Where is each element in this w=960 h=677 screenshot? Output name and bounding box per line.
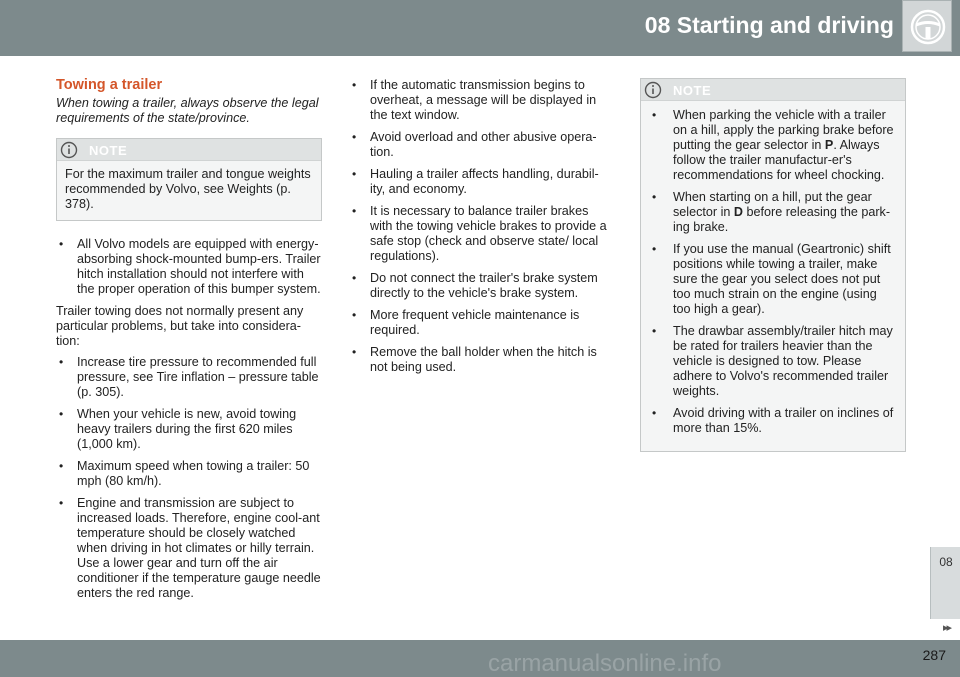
list-item: • Maximum speed when towing a trailer: 50 mph (80 km/h).: [56, 459, 322, 489]
middle-column: [349, 78, 611, 382]
list-item: • When your vehicle is new, avoid towing heavy trailers during the first 620 miles (1,000 km).: [56, 407, 322, 452]
list-item: • The drawbar assembly/trailer hitch may be rated for trailers heavier than the vehicle is designed to tow. Please adhere to Volvo's recommended trailer weights.: [649, 324, 897, 399]
section-intro: When towing a trailer, always observe the legal requirements of the state/province.: [56, 96, 319, 125]
note-text: For the maximum trailer and tongue weights recommended by Volvo, see Weights (p. 378).: [65, 167, 311, 211]
list-item: • When parking the vehicle with a trailer on a hill, apply the parking brake before putting the gear selector in P. Always follow the trailer manufactur-er's recommendations for wheel chocking.: [649, 108, 897, 183]
info-icon: [60, 141, 78, 159]
page-header: [0, 0, 960, 56]
left-column: [56, 78, 322, 608]
double-chevron-right-icon[interactable]: ▸▸: [942, 622, 950, 634]
chapter-side-tab[interactable]: [930, 547, 960, 619]
list-item: • If the automatic transmission begins to overheat, a message will be displayed in the text window.: [349, 78, 611, 123]
watermark: carmanualsonline.info: [488, 650, 722, 677]
bullet-list: [649, 108, 897, 436]
list-item: • All Volvo models are equipped with energy-absorbing shock-mounted bump-ers. Trailer hitch installation should not interfere with the proper operation of this bumper system.: [56, 237, 322, 297]
section-heading: Towing a trailer: [56, 77, 163, 93]
list-item: • Avoid driving with a trailer on inclines of more than 15%.: [649, 406, 897, 436]
bullet-list: [349, 78, 611, 375]
note-box: [640, 78, 906, 452]
note-header: [641, 79, 905, 101]
note-title: NOTE: [89, 143, 128, 158]
list-item: • If you use the manual (Geartronic) shift positions while towing a trailer, make sure the gear you select does not put too much strain on the engine (using too high a gear).: [649, 242, 897, 317]
note-title: NOTE: [673, 83, 712, 98]
list-item: • Remove the ball holder when the hitch is not being used.: [349, 345, 611, 375]
chapter-icon-box: [902, 0, 952, 52]
note-body: [641, 101, 905, 451]
list-item: • When starting on a hill, put the gear selector in D before releasing the park-ing brake.: [649, 190, 897, 235]
list-item: • Avoid overload and other abusive opera-tion.: [349, 130, 611, 160]
chapter-title: 08 Starting and driving: [644, 12, 894, 38]
bullet-list: [56, 355, 322, 601]
list-item: • Do not connect the trailer's brake system directly to the vehicle's brake system.: [349, 271, 611, 301]
chapter-tab-label: 08: [939, 555, 953, 569]
info-icon: [644, 81, 662, 99]
paragraph: Trailer towing does not normally present any particular problems, but take into considera-tion:: [56, 304, 304, 348]
list-item: • More frequent vehicle maintenance is required.: [349, 308, 611, 338]
note-header: [57, 139, 321, 161]
list-item: • Increase tire pressure to recommended full pressure, see Tire inflation – pressure table (p. 305).: [56, 355, 322, 400]
page-number: 287: [922, 647, 946, 663]
bullet-list: [56, 237, 322, 297]
list-item: • Engine and transmission are subject to increased loads. Therefore, engine cool-ant temperature should be closely watched when driving in hot climates or hilly terrain. Use a lower gear and turn off the air conditioner if the temperature gauge needle enters the red range.: [56, 496, 322, 601]
list-item: • It is necessary to balance trailer brakes with the towing vehicle brakes to provide a safe stop (check and observe state/ local regulations).: [349, 204, 611, 264]
steering-wheel-icon: [909, 8, 947, 46]
note-box: [56, 138, 322, 221]
list-item: • Hauling a trailer affects handling, durabil-ity, and economy.: [349, 167, 611, 197]
